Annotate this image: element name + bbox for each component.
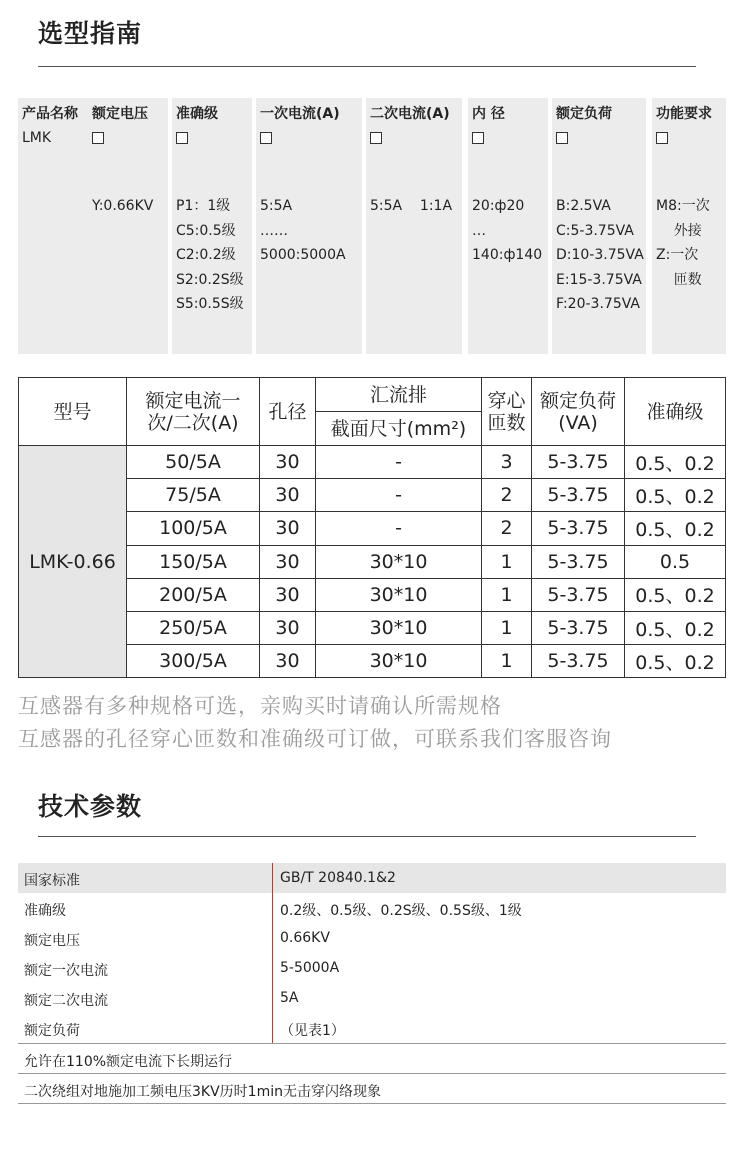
cell-load: 5-3.75 [532,611,625,644]
header-turns-line1: 穿心 [487,389,526,412]
selection-option: Y:0.66KV [92,198,154,214]
cell-accuracy: 0.5、0.2 [625,446,726,479]
selection-options [260,194,346,268]
selection-column [552,98,646,354]
section-divider [38,836,696,837]
header-accuracy: 准确级 [625,378,726,446]
cell-busbar: 30*10 [316,545,482,578]
tech-row [18,863,726,893]
tech-key: 额定电压 [24,933,80,949]
cell-accuracy: 0.5、0.2 [625,578,726,611]
tech-footer-row [18,1074,726,1104]
cell-bore: 30 [260,446,316,479]
selection-option: S2:0.2S级 [176,271,244,288]
selection-column-header: 额定负荷 [556,106,612,122]
tech-key: 额定一次电流 [24,963,108,979]
cell-turns: 1 [482,545,532,578]
selection-column-header: 一次电流(A) [260,106,340,122]
cell-busbar: - [316,479,482,512]
selection-checkbox [556,132,568,144]
selection-column-header: 功能要求 [656,106,712,122]
cell-accuracy: 0.5、0.2 [625,611,726,644]
selection-option: 5:5A [260,198,293,214]
selection-checkbox [92,132,104,144]
tech-value: 5-5000A [280,960,340,976]
selection-option: E:15-3.75VA [556,271,642,288]
cell-current: 250/5A [127,611,260,644]
selection-option: C5:0.5级 [176,222,236,239]
tech-row [18,953,726,983]
selection-option: B:2.5VA [556,198,611,214]
cell-load: 5-3.75 [532,578,625,611]
cell-accuracy: 0.5、0.2 [625,645,726,678]
header-model: 型号 [19,378,127,446]
cell-load: 5-3.75 [532,645,625,678]
cell-bore: 30 [260,512,316,545]
selection-column [468,98,548,354]
selection-options [556,194,644,317]
selection-option: S5:0.5S级 [176,296,244,312]
tech-key: 额定二次电流 [24,993,108,1009]
selection-options [370,194,452,219]
selection-option: 5000:5000A [260,247,346,263]
selection-checkbox [656,132,668,144]
selection-column-header: 准确级 [176,106,218,122]
table-row [19,446,726,479]
selection-option: F:20-3.75VA [556,296,640,312]
header-current [127,378,260,446]
selection-option: C2:0.2级 [176,247,236,263]
selection-option: Z:一次 [656,247,699,263]
selection-checkbox [260,132,272,144]
selection-column-header: 内 径 [472,106,505,122]
selection-checkbox [472,132,484,144]
selection-column-header: 二次电流(A) [370,106,450,122]
selection-options [656,194,710,292]
cell-bore: 30 [260,545,316,578]
selection-option: … [472,222,486,239]
section-title-guide: 选型指南 [38,19,143,48]
cell-busbar: 30*10 [316,578,482,611]
note-line-2: 互感器的孔径穿心匝数和准确级可订做，可联系我们客服咨询 [18,727,612,751]
tech-column-divider [272,863,273,1043]
selection-column [88,98,168,354]
selection-column [652,98,726,354]
selection-checkbox [176,132,188,144]
tech-row [18,923,726,953]
cell-busbar: 30*10 [316,645,482,678]
spec-table [18,377,726,678]
selection-option: 5:5A 1:1A [370,198,453,214]
selection-options [92,194,153,219]
cell-bore: 30 [260,578,316,611]
tech-value: 0.66KV [280,930,330,946]
cell-current: 200/5A [127,578,260,611]
header-turns-line2: 匝数 [487,411,526,434]
header-current-line1: 额定电流一 [145,389,241,412]
header-load-line2: (VA) [558,411,598,434]
tech-key: 国家标准 [24,873,80,889]
selection-option: 140:ф140 [472,247,543,263]
model-cell: LMK-0.66 [19,446,127,678]
selection-column [18,98,88,354]
selection-option: 外接 [656,222,702,239]
tech-value: （见表1） [280,1023,345,1039]
selection-option: 20:ф20 [472,198,525,214]
cell-busbar: 30*10 [316,611,482,644]
cell-turns: 1 [482,578,532,611]
selection-option: D:10-3.75VA [556,247,644,263]
tech-row [18,893,726,923]
selection-option: C:5-3.75VA [556,222,634,239]
cell-load: 5-3.75 [532,545,625,578]
cell-load: 5-3.75 [532,479,625,512]
selection-option: P1：1级 [176,198,231,214]
tech-footer-text: 允许在110%额定电流下长期运行 [24,1054,233,1070]
tech-value: 5A [280,990,299,1006]
cell-current: 150/5A [127,545,260,578]
cell-bore: 30 [260,645,316,678]
cell-turns: 1 [482,611,532,644]
cell-current: 100/5A [127,512,260,545]
cell-current: 75/5A [127,479,260,512]
cell-bore: 30 [260,611,316,644]
tech-footer-text: 二次绕组对地施加工频电压3KV历时1min无击穿闪络现象 [24,1084,381,1100]
section-divider [38,66,696,67]
header-current-line2: 次/二次(A) [147,411,239,434]
header-bore: 孔径 [260,378,316,446]
selection-column [172,98,252,354]
header-load [532,378,625,446]
selection-options [472,194,542,268]
selection-option: …… [260,222,288,239]
tech-key: 准确级 [24,903,66,919]
selection-checkbox [370,132,382,144]
tech-row [18,1013,726,1043]
note-line-1: 互感器有多种规格可选，亲购买时请确认所需规格 [18,694,502,718]
cell-turns: 3 [482,446,532,479]
tech-value: 0.2级、0.5级、0.2S级、0.5S级、1级 [280,903,522,919]
selection-options [176,194,244,317]
selection-column [366,98,462,354]
selection-column-header: 产品名称 [22,106,78,122]
cell-load: 5-3.75 [532,446,625,479]
tech-row [18,983,726,1013]
cell-load: 5-3.75 [532,512,625,545]
header-busbar-sub: 截面尺寸(mm²) [316,412,482,446]
selection-code: LMK [22,130,52,146]
selection-option: M8:一次 [656,198,710,214]
section-title-tech: 技术参数 [38,792,143,821]
cell-busbar: - [316,446,482,479]
selection-option: 匝数 [656,271,702,288]
tech-value: GB/T 20840.1&2 [280,870,396,886]
header-busbar: 汇流排 [316,378,482,412]
cell-accuracy: 0.5、0.2 [625,512,726,545]
cell-turns: 1 [482,645,532,678]
cell-accuracy: 0.5 [625,545,726,578]
cell-current: 300/5A [127,645,260,678]
cell-turns: 2 [482,479,532,512]
cell-accuracy: 0.5、0.2 [625,479,726,512]
cell-current: 50/5A [127,446,260,479]
cell-turns: 2 [482,512,532,545]
cell-bore: 30 [260,479,316,512]
tech-footer-row [18,1044,726,1074]
selection-column-header: 额定电压 [92,106,148,122]
cell-busbar: - [316,512,482,545]
tech-key: 额定负荷 [24,1023,80,1039]
header-turns [482,378,532,446]
header-load-line1: 额定负荷 [539,389,616,412]
selection-column [256,98,362,354]
